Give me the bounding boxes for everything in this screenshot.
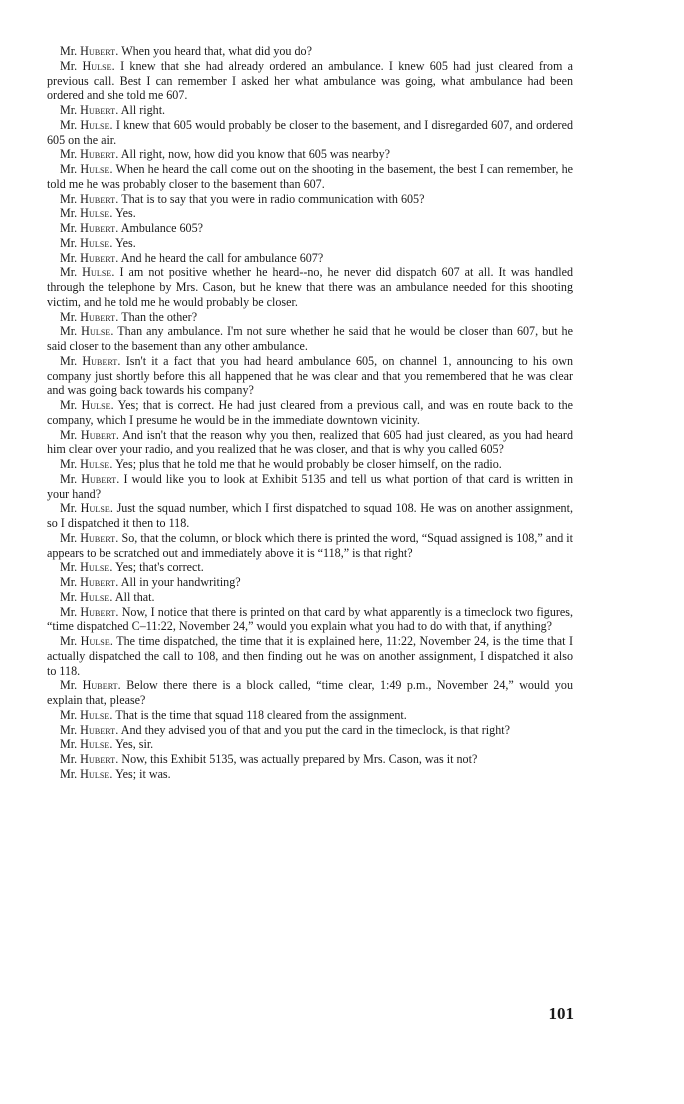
transcript-page [47,44,573,782]
testimony-paragraph [47,590,573,605]
speaker-name: Hubert. [82,353,121,368]
testimony-paragraph [47,428,573,458]
testimony-text: I am not positive whether he heard--no, he never did dispatch 607 at all. It was handled through the telephone by Mrs. Cason, but he knew that there was an ambulance needed for this shooting victim, and he told me he would probably be closer. [47,265,574,309]
speaker-name: Hulse. [82,58,115,73]
testimony-paragraph [47,147,573,162]
testimony-text: All in your handwriting? [120,575,241,589]
testimony-paragraph [47,560,573,575]
speaker-title: Mr. [60,206,78,221]
speaker-name: Hubert. [80,309,119,324]
testimony-text: The time dispatched, the time that it is explained here, 11:22, November 24, is the time that I actually dispatched the call to 108, and then finding out he was on another assignment, I dispatched it also to 118. [47,634,573,678]
testimony-text: When you heard that, what did you do? [121,44,312,58]
speaker-title: Mr. [60,678,78,693]
speaker-name: Hubert. [80,250,119,265]
testimony-paragraph [47,354,573,398]
testimony-text: So, that the column, or block which there is printed the word, “Squad assigned is 108,” and it appears to be scratched out and immediately above it is “118,” is that right? [47,530,574,560]
speaker-title: Mr. [60,353,78,368]
testimony-paragraph [47,44,573,59]
testimony-paragraph [47,398,573,428]
speaker-title: Mr. [60,324,78,339]
speaker-title: Mr. [60,575,78,589]
testimony-paragraph [47,723,573,738]
testimony-text: All right. [120,103,166,117]
testimony-paragraph [47,708,573,723]
testimony-text: Now, this Exhibit 5135, was actually prepared by Mrs. Cason, was it not? [121,752,478,766]
testimony-text: Below there there is a block called, “time clear, 1:49 p.m., November 24,” would you explain that, please? [47,678,573,707]
speaker-title: Mr. [60,235,78,250]
testimony-text: That is the time that squad 118 cleared from the assignment. [115,707,407,722]
speaker-title: Mr. [60,250,78,265]
testimony-text: Than any ambulance. I'm not sure whether he said that he would be closer than 607, but he said closer to the basement than any other ambulance. [47,324,573,353]
speaker-name: Hulse. [80,206,113,221]
testimony-paragraph [47,192,573,207]
speaker-title: Mr. [60,634,78,648]
testimony-text: Just the squad number, which I first dispatched to squad 108. He was on another assignment, so I dispatched it then to 118. [47,501,573,530]
testimony-text: Yes. [115,235,136,250]
speaker-name: Hulse. [82,265,115,280]
testimony-paragraph [47,767,573,782]
speaker-name: Hubert. [80,722,119,737]
testimony-text: Than the other? [121,309,198,324]
speaker-name: Hulse. [80,162,113,176]
speaker-name: Hulse. [81,398,114,412]
speaker-title: Mr. [60,265,78,280]
speaker-title: Mr. [60,560,78,575]
speaker-title: Mr. [60,147,78,162]
testimony-paragraph [47,118,573,148]
speaker-title: Mr. [60,589,78,604]
speaker-name: Hulse. [80,707,113,722]
testimony-text: And they advised you of that and you put the card in the timeclock, is that right? [120,722,510,737]
testimony-text: When he heard the call come out on the shooting in the basement, the best I can remember, he told me he was probably closer to the basement than 607. [47,162,573,191]
testimony-paragraph [47,324,573,354]
testimony-paragraph [47,605,573,635]
speaker-title: Mr. [60,58,78,73]
speaker-name: Hulse. [80,737,113,752]
testimony-paragraph [47,162,573,192]
testimony-text: I knew that she had already ordered an ambulance. I knew 605 had just cleared from a previous call. Best I can remember I asked her what ambulance was going, what ambulance had been ordered and she told me 607. [47,58,574,103]
speaker-title: Mr. [60,501,78,516]
testimony-text: Yes. [115,206,136,221]
testimony-paragraph [47,634,573,678]
testimony-text: I would like you to look at Exhibit 5135 and tell us what portion of that card is written in your hand? [47,471,573,501]
testimony-paragraph [47,206,573,221]
speaker-title: Mr. [60,117,78,132]
testimony-paragraph [47,265,573,309]
speaker-name: Hulse. [80,766,113,781]
speaker-title: Mr. [60,103,78,117]
speaker-name: Hulse. [81,324,114,339]
testimony-paragraph [47,236,573,251]
speaker-name: Hulse. [80,117,113,132]
testimony-text: Yes; that's correct. [115,560,204,575]
speaker-name: Hubert. [80,191,119,206]
testimony-paragraph [47,472,573,502]
testimony-text: That is to say that you were in radio communication with 605? [121,191,425,206]
speaker-name: Hulse. [80,235,113,250]
testimony-paragraph [47,575,573,590]
speaker-name: Hubert. [82,678,121,693]
speaker-title: Mr. [60,766,78,781]
testimony-text: Yes; it was. [115,766,171,781]
testimony-paragraph [47,59,573,103]
testimony-paragraph [47,251,573,266]
speaker-title: Mr. [60,752,78,766]
testimony-text: I knew that 605 would probably be closer to the basement, and I disregarded 607, and ordered 605 on the air. [47,117,573,147]
testimony-paragraph [47,103,573,118]
speaker-title: Mr. [60,707,78,722]
testimony-text: And he heard the call for ambulance 607? [120,250,324,265]
speaker-title: Mr. [60,530,78,545]
speaker-name: Hulse. [80,501,114,516]
speaker-title: Mr. [60,191,78,206]
speaker-title: Mr. [60,722,78,737]
speaker-title: Mr. [60,457,78,471]
speaker-name: Hulse. [80,457,113,471]
speaker-title: Mr. [60,737,78,752]
testimony-paragraph [47,678,573,708]
speaker-name: Hubert. [80,604,119,619]
speaker-name: Hulse. [80,634,113,648]
speaker-title: Mr. [60,604,78,619]
speaker-name: Hubert. [80,427,120,442]
speaker-name: Hulse. [80,560,113,575]
page-number: 101 [548,1004,574,1023]
testimony-paragraph [47,737,573,752]
testimony-text: Isn't it a fact that you had heard ambulance 605, on channel 1, announcing to his own company just shortly before this all happened that he was clear and that you remembered that he was clear and was going back towards his company? [47,353,573,398]
speaker-title: Mr. [60,221,78,235]
speaker-title: Mr. [60,44,78,58]
testimony-paragraph [47,457,573,472]
testimony-text: All right, now, how did you know that 605 was nearby? [120,147,391,162]
testimony-paragraph [47,531,573,561]
speaker-name: Hubert. [80,530,119,545]
testimony-paragraph [47,501,573,531]
testimony-text: Yes, sir. [115,737,154,752]
testimony-text: Ambulance 605? [120,221,204,235]
speaker-name: Hubert. [81,471,120,486]
speaker-title: Mr. [60,398,78,412]
speaker-name: Hulse. [80,589,113,604]
speaker-title: Mr. [60,471,78,486]
speaker-title: Mr. [60,309,78,324]
speaker-name: Hubert. [80,575,119,589]
testimony-paragraph [47,310,573,325]
speaker-name: Hubert. [80,752,119,766]
testimony-text: Yes; that is correct. He had just cleared from a previous call, and was en route back to the company, which I presume he would be in the immediate downtown vicinity. [47,398,573,427]
testimony-text: Now, I notice that there is printed on that card by what apparently is a timeclock two figures, “time dispatched C–11:22, November 24,” would you explain what you had to do with that, if anything? [47,604,573,634]
testimony-text: And isn't that the reason why you then, realized that 605 had just cleared, as you had heard him clear over your radio, and you realized that he was closer, and that is why you called 605? [47,427,573,457]
testimony-text: Yes; plus that he told me that he would probably be closer himself, on the radio. [115,457,502,471]
speaker-name: Hubert. [80,103,119,117]
speaker-name: Hubert. [80,221,119,235]
testimony-paragraph [47,221,573,236]
testimony-paragraph [47,752,573,767]
speaker-name: Hubert. [80,44,119,58]
speaker-title: Mr. [60,162,78,176]
testimony-text: All that. [114,589,155,604]
speaker-title: Mr. [60,427,78,442]
speaker-name: Hubert. [80,147,119,162]
